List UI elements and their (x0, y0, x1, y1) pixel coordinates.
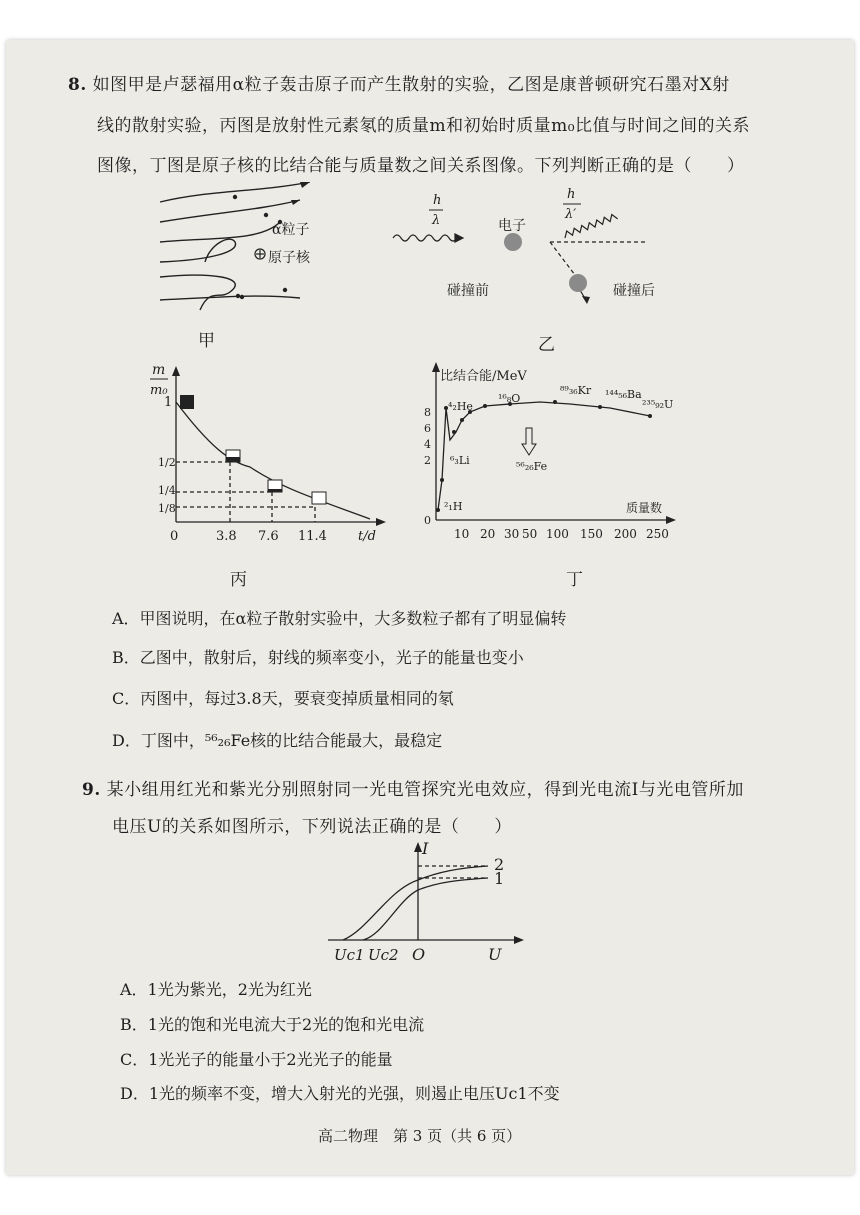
svg-text:100: 100 (546, 527, 569, 541)
svg-text:m: m (152, 362, 166, 378)
q9-option-c[interactable]: C．1光光子的能量小于2光光子的能量 (120, 1050, 393, 1069)
svg-text:1/4: 1/4 (158, 484, 176, 497)
after-label: 碰撞后 (613, 283, 655, 299)
svg-text:h: h (433, 193, 442, 208)
svg-text:6: 6 (424, 422, 431, 435)
svg-text:λ′: λ′ (565, 207, 577, 222)
figure-ding-binding-energy (410, 360, 680, 550)
svg-text:150: 150 (580, 527, 603, 541)
q9-option-a[interactable]: A．1光为紫光，2光为红光 (120, 980, 312, 999)
svg-text:质量数: 质量数 (626, 501, 663, 515)
svg-text:11.4: 11.4 (298, 529, 327, 544)
svg-text:m₀: m₀ (150, 383, 168, 398)
curve-1-label: 1 (494, 869, 505, 888)
svg-text:20: 20 (480, 527, 496, 541)
svg-text:λ: λ (432, 213, 441, 228)
q8-option-a[interactable]: A．甲图说明，在α粒子散射实验中，大多数粒子都有了明显偏转 (112, 609, 567, 628)
svg-text:Uc1: Uc1 (334, 946, 365, 964)
svg-text:¹⁶₈O: ¹⁶₈O (498, 392, 521, 405)
q9-option-b[interactable]: B．1光的饱和光电流大于2光的饱和光电流 (120, 1015, 425, 1034)
caption-ding: 丁 (566, 570, 583, 590)
figure-bing-decay (140, 362, 390, 552)
q8-option-d[interactable]: D．丁图中，⁵⁶₂₆Fe核的比结合能最大，最稳定 (112, 731, 443, 750)
svg-text:1/2: 1/2 (158, 456, 176, 469)
alpha-label: α粒子 (272, 222, 310, 238)
q9-line1: 9. 某小组用红光和紫光分别照射同一光电管探究光电效应，得到光电流I与光电管所加 (82, 780, 744, 800)
mass-block-full (180, 395, 194, 409)
svg-text:200: 200 (614, 527, 637, 541)
before-label: 碰撞前 (447, 283, 489, 299)
caption-jia: 甲 (198, 331, 215, 351)
svg-text:2: 2 (424, 454, 431, 467)
svg-text:⁶₃Li: ⁶₃Li (450, 454, 470, 467)
q8-line2: 线的散射实验，丙图是放射性元素氡的质量m和初始时质量m₀比值与时间之间的关系 (97, 116, 751, 136)
q9-line2: 电压U的关系如图所示，下列说法正确的是（ ） (112, 817, 512, 837)
q8-option-b[interactable]: B．乙图中，散射后，射线的频率变小，光子的能量也变小 (112, 648, 524, 667)
caption-bing: 丙 (230, 570, 247, 590)
caption-yi: 乙 (538, 335, 555, 355)
svg-text:0: 0 (424, 514, 431, 527)
svg-text:U: U (488, 945, 502, 964)
svg-text:²₁H: ²₁H (444, 500, 463, 513)
svg-text:10: 10 (454, 527, 470, 541)
svg-text:⁴₂He: ⁴₂He (448, 400, 473, 413)
q8-option-c[interactable]: C．丙图中，每过3.8天，要衰变掉质量相同的氡 (112, 689, 454, 708)
svg-text:⁵⁶₂₆Fe: ⁵⁶₂₆Fe (516, 460, 548, 473)
figure-jia-alpha-scattering (150, 182, 330, 332)
svg-text:1/8: 1/8 (158, 502, 176, 515)
svg-text:8: 8 (424, 406, 431, 419)
q9-number: 9. (82, 780, 101, 800)
svg-text:7.6: 7.6 (258, 529, 279, 544)
svg-text:²³⁵₉₂U: ²³⁵₉₂U (642, 398, 674, 411)
page-footer: 高二物理 第 3 页（共 6 页） (318, 1127, 522, 1145)
svg-text:3.8: 3.8 (216, 529, 237, 544)
svg-text:50: 50 (522, 527, 538, 541)
figure-yi-compton (385, 180, 705, 320)
q9-iu-graph (318, 840, 538, 970)
svg-text:0: 0 (170, 529, 179, 544)
svg-text:30: 30 (504, 527, 520, 541)
svg-text:⁸⁹₃₆Kr: ⁸⁹₃₆Kr (560, 384, 592, 397)
svg-text:1: 1 (164, 395, 173, 410)
svg-text:4: 4 (424, 438, 431, 451)
nucleus-label: 原子核 (268, 250, 310, 266)
q8-line1: 8. 如图甲是卢瑟福用α粒子轰击原子而产生散射的实验，乙图是康普顿研究石墨对X射 (68, 75, 730, 95)
svg-text:比结合能/MeV: 比结合能/MeV (440, 369, 527, 384)
svg-text:O: O (412, 945, 426, 964)
electron-after-icon (569, 274, 587, 292)
svg-text:250: 250 (646, 527, 669, 541)
electron-label: 电子 (498, 218, 526, 234)
svg-text:I: I (422, 840, 429, 858)
q9-option-d[interactable]: D．1光的频率不变，增大入射光的光强，则遏止电压Uc1不变 (120, 1084, 560, 1103)
curve-2-label: 2 (494, 855, 505, 874)
q8-line3: 图像，丁图是原子核的比结合能与质量数之间关系图像。下列判断正确的是（ ） (97, 156, 745, 176)
svg-text:t/d: t/d (358, 529, 376, 544)
electron-before-icon (504, 233, 522, 251)
svg-text:h: h (567, 187, 576, 202)
svg-text:¹⁴⁴₅₆Ba: ¹⁴⁴₅₆Ba (605, 388, 642, 401)
svg-text:Uc2: Uc2 (368, 946, 399, 964)
q8-number: 8. (68, 75, 87, 95)
